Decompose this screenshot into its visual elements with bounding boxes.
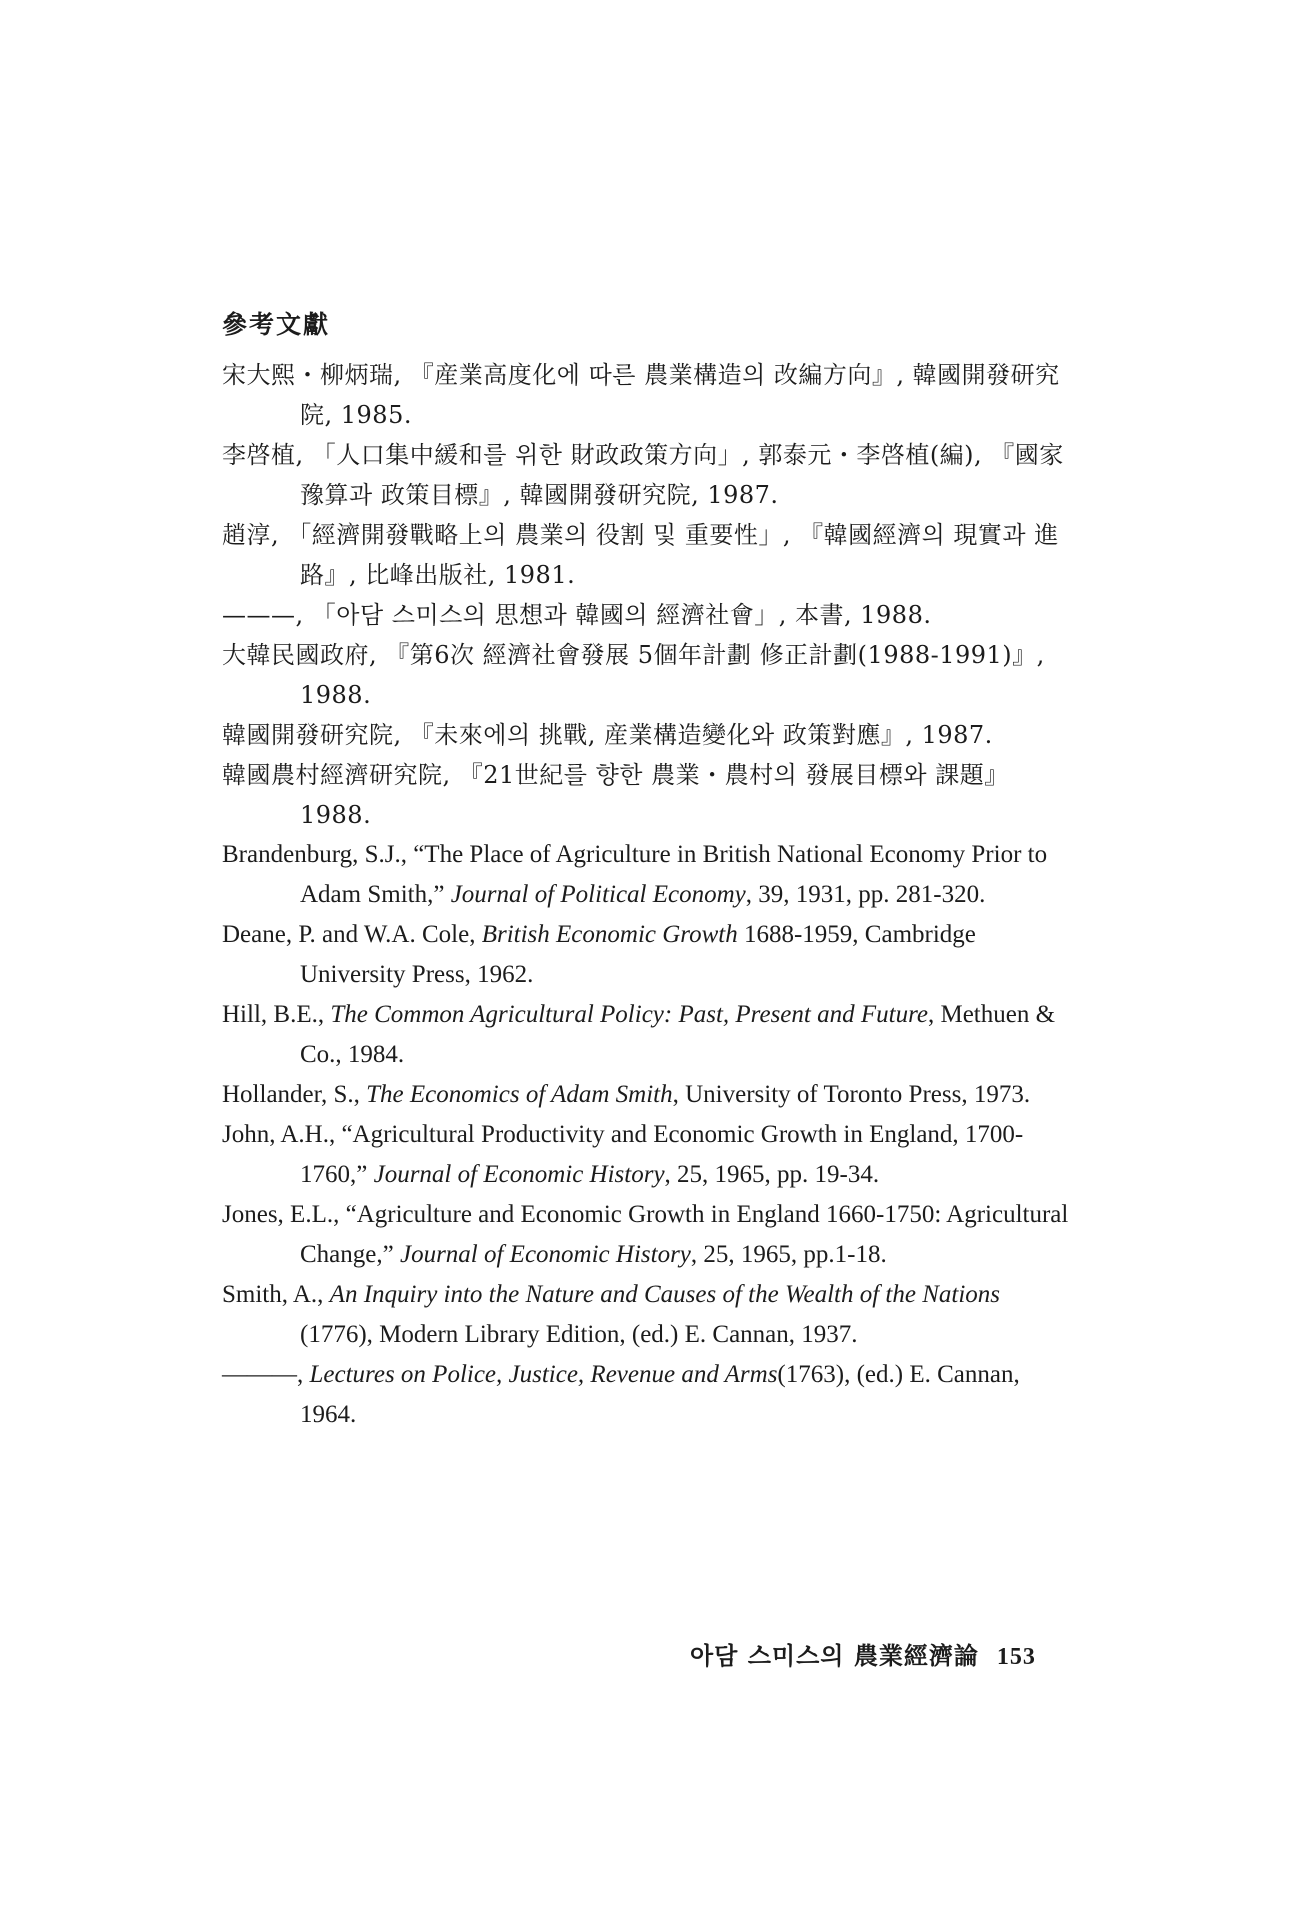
section-heading: 參考文獻 bbox=[222, 310, 331, 339]
reference-item: ———, Lectures on Police, Justice, Revenue and Arms(1763), (ed.) E. Cannan, 1964. bbox=[222, 1361, 1020, 1428]
page-footer bbox=[690, 1636, 1036, 1671]
reference-item: 趙淳, 「經濟開發戰略上의 農業의 役割 및 重要性」, 『韓國經濟의 現實과 進路』, 比峰出版社, 1981. bbox=[222, 521, 1059, 589]
reference-item: John, A.H., “Agricultural Productivity and Economic Growth in England, 1700-1760,” Journal of Economic History, 25, 1965, pp. 19-34. bbox=[222, 1121, 1024, 1188]
reference-item: 韓國農村經濟研究院, 『21世紀를 향한 農業・農村의 發展目標와 課題』 1988. bbox=[222, 761, 1009, 829]
reference-item: 宋大熙・柳炳瑞, 『産業高度化에 따른 農業構造의 改編方向』, 韓國開發研究院, 1985. bbox=[222, 361, 1060, 429]
reference-item: Hill, B.E., The Common Agricultural Policy: Past, Present and Future, Methuen & Co., 1984. bbox=[222, 1001, 1056, 1068]
running-title: 아담 스미스의 農業經濟論 bbox=[690, 1641, 979, 1670]
reference-item: 大韓民國政府, 『第6次 經濟社會發展 5個年計劃 修正計劃(1988-1991)』, 1988. bbox=[222, 641, 1045, 709]
book-title: An Inquiry into the Nature and Causes of the Wealth of the Nations bbox=[329, 1281, 1001, 1308]
page-number: 153 bbox=[996, 1644, 1036, 1670]
journal-title: Journal of Political Economy bbox=[450, 881, 746, 908]
reference-item: Deane, P. and W.A. Cole, British Economic Growth 1688-1959, Cambridge University Press, 1962. bbox=[222, 921, 976, 988]
reference-item: 李啓植, 「人口集中緩和를 위한 財政政策方向」, 郭泰元・李啓植(編), 『國家豫算과 政策目標』, 韓國開發研究院, 1987. bbox=[222, 441, 1064, 509]
reference-item: ———, 「아담 스미스의 思想과 韓國의 經濟社會」, 本書, 1988. bbox=[222, 601, 932, 629]
reference-item: Smith, A., An Inquiry into the Nature and Causes of the Wealth of the Nations (1776), Modern Library Edition, (ed.) E. Cannan, 1937. bbox=[222, 1281, 1001, 1348]
book-title: Lectures on Police, Justice, Revenue and Arms bbox=[309, 1361, 778, 1388]
reference-item: 韓國開發研究院, 『未來에의 挑戰, 産業構造變化와 政策對應』, 1987. bbox=[222, 721, 993, 749]
journal-title: Journal of Economic History bbox=[399, 1241, 691, 1268]
book-title: The Common Agricultural Policy: Past, Present and Future bbox=[330, 1001, 928, 1028]
reference-list bbox=[222, 355, 1074, 1435]
book-title: The Economics of Adam Smith bbox=[366, 1081, 673, 1108]
journal-title: Journal of Economic History bbox=[373, 1161, 665, 1188]
reference-item: Brandenburg, S.J., “The Place of Agriculture in British National Economy Prior to Adam Smith,” Journal of Political Economy, 39, 1931, pp. 281-320. bbox=[222, 841, 1048, 908]
book-title: British Economic Growth bbox=[481, 921, 738, 948]
reference-item: Hollander, S., The Economics of Adam Smith, University of Toronto Press, 1973. bbox=[222, 1081, 1031, 1108]
reference-item: Jones, E.L., “Agriculture and Economic Growth in England 1660-1750: Agricultural Change,” Journal of Economic History, 25, 1965, pp.1-18. bbox=[222, 1201, 1069, 1268]
